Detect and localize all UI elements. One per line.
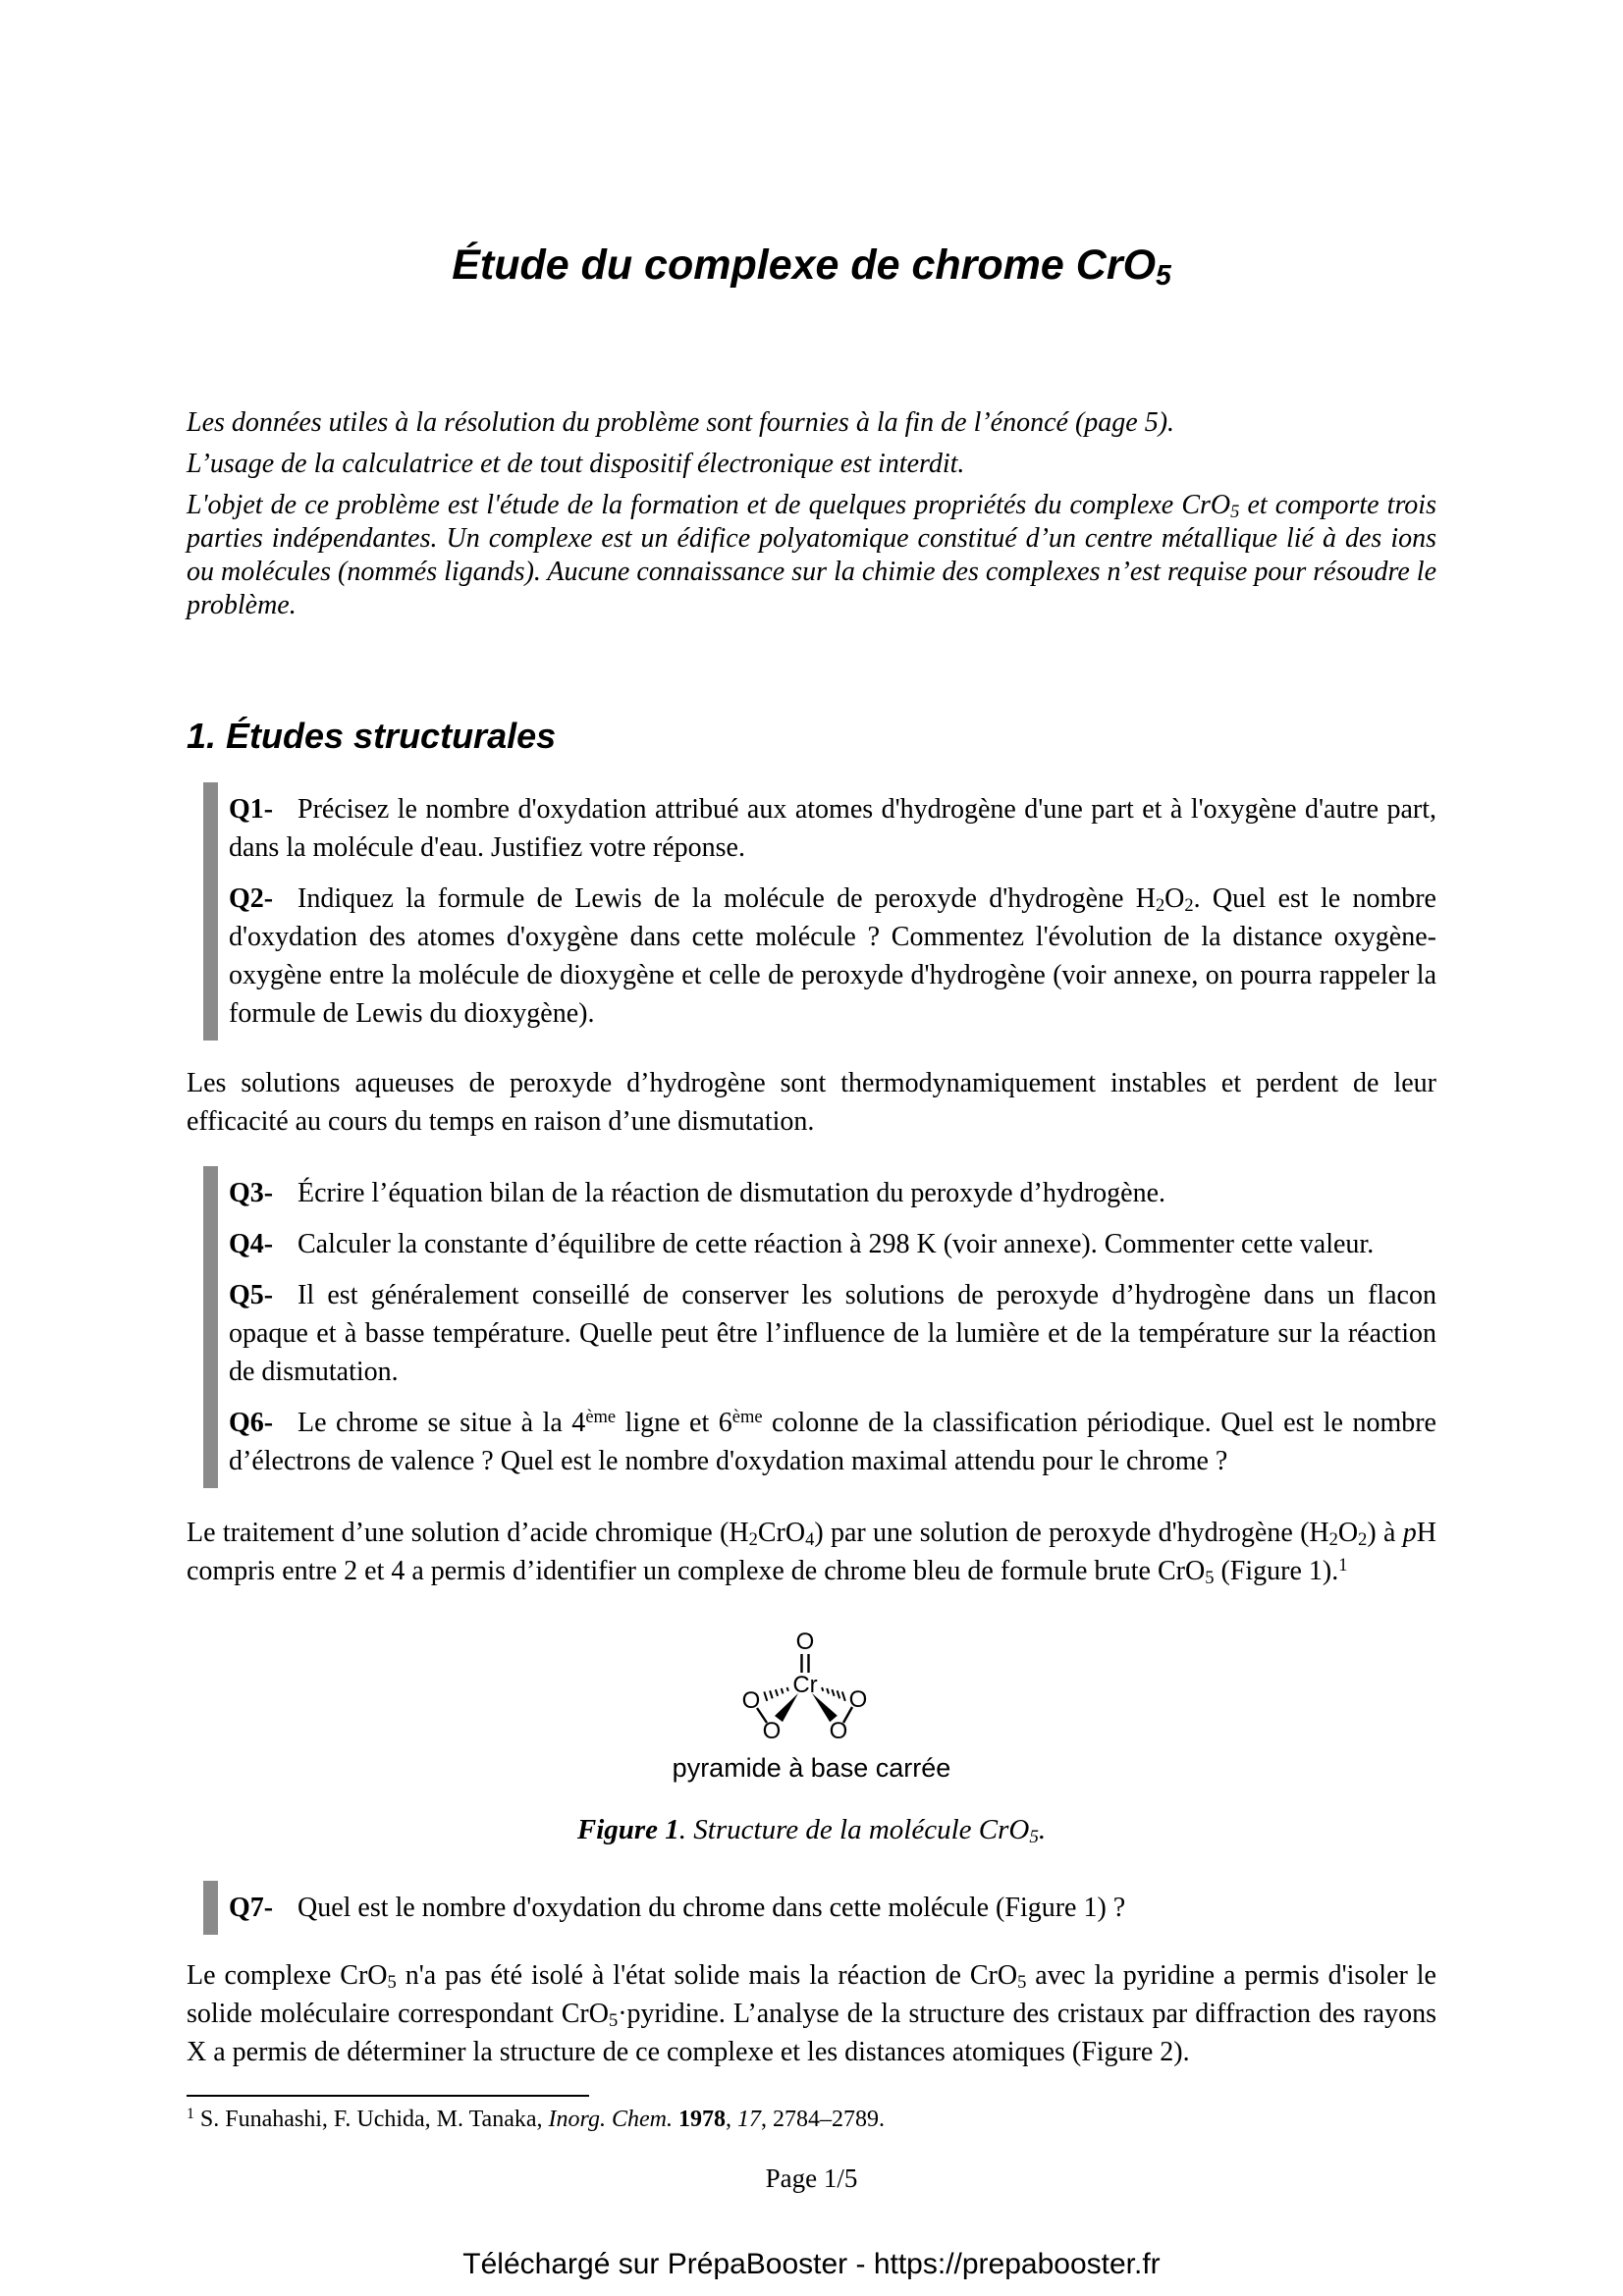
footnote-reference: $^1$ S. Funahashi, F. Uchida, M. Tanaka, Inorg. Chem. 1978, 17, 2784–2789. bbox=[187, 2106, 885, 2132]
question-q1-label: Q1- bbox=[229, 794, 274, 825]
figure-1-caption: Figure 1. Structure de la molécule CrO$_5$. bbox=[576, 1814, 1047, 1848]
question-q3-label: Q3- bbox=[229, 1178, 274, 1208]
atom-o-bottom-right: O bbox=[829, 1718, 847, 1744]
question-q7-label: Q7- bbox=[229, 1893, 274, 1923]
question-q6-label: Q6- bbox=[229, 1408, 274, 1438]
question-q6-text: Le chrome se situe à la 4ème ligne et 6ème colonne de la classification périodique. Quel est le nombre d’électrons de valence ? Quel est le nombre d'oxydation maximal attendu pour le chrome ? bbox=[229, 1406, 1436, 1476]
question-q7-text: Quel est le nombre d'oxydation du chrome dans cette molécule (Figure 1) ? bbox=[298, 1893, 1126, 1923]
atom-o-top: O bbox=[795, 1629, 814, 1655]
document-title: Étude du complexe de chrome CrO$_5$ bbox=[452, 241, 1171, 293]
question-q1 bbox=[229, 790, 1436, 867]
question-block-2 bbox=[203, 1166, 1436, 1488]
atom-cr-center: Cr bbox=[791, 1672, 818, 1698]
question-block-3 bbox=[203, 1881, 1436, 1935]
hashed-bond-left bbox=[764, 1687, 788, 1701]
paragraph-traitement: Le traitement d’une solution d’acide chromique $(H_2CrO_4)$ par une solution de peroxyde d'hydrogène $(H_2O_2)$ à pH compris entre 2 et 4 a permis d’identifier un complexe de chrome bleu de formule brute CrO$_5$ (Figure 1).$^1$ bbox=[187, 1518, 1436, 1588]
question-q2 bbox=[229, 880, 1436, 1033]
intro-paragraph-1: Les données utiles à la résolution du problème sont fournies à la fin de l’énoncé (page 5). bbox=[187, 407, 1175, 438]
question-q6 bbox=[229, 1404, 1436, 1480]
intro-paragraph-2: L’usage de la calculatrice et de tout dispositif électronique est interdit. bbox=[187, 449, 965, 479]
question-q4 bbox=[229, 1225, 1436, 1263]
footnote-separator bbox=[187, 2095, 589, 2097]
site-footer: Téléchargé sur PrépaBooster - https://prepabooster.fr bbox=[462, 2248, 1161, 2280]
atom-o-right: O bbox=[848, 1686, 867, 1713]
page-number: Page 1/5 bbox=[765, 2163, 858, 2193]
figure-1 bbox=[187, 1614, 1436, 1783]
question-q5-label: Q5- bbox=[229, 1280, 274, 1310]
intro-paragraph-3: L'objet de ce problème est l'étude de la formation et de quelques propriétés du complexe CrO$_5$ et comporte trois parties indépendantes. Un complexe est un édifice polyatomique constitué d’un centre métallique lié à des ions ou molécules (nommés ligands). Aucune connaissance sur la chimie des complexes n’est requise pour résoudre le problème. bbox=[187, 490, 1436, 620]
question-q2-text: Indiquez la formule de Lewis de la molécule de peroxyde d'hydrogène $H_2O_2$. Quel est le nombre d'oxydation des atomes d'oxygène dans cette molécule ? Commentez l'évolution de la distance oxygène-oxygène entre la molécule de dioxygène et celle de peroxyde d'hydrogène (voir annexe, on pourra rappeler la formule de Lewis du dioxygène). bbox=[229, 883, 1436, 1029]
question-q4-text: Calculer la constante d’équilibre de cette réaction à 298 K (voir annexe). Commenter cette valeur. bbox=[298, 1229, 1375, 1259]
paragraph-complexe: Le complexe CrO$_5$ n'a pas été isolé à l'état solide mais la réaction de CrO$_5$ avec la pyridine a permis d'isoler le solide moléculaire correspondant CrO$_5$·pyridine. L’analyse de la structure des cristaux par diffraction des rayons X a permis de déterminer la structure de ce complexe et les distances atomiques (Figure 2). bbox=[187, 1960, 1436, 2067]
molecule-shape-label: pyramide à base carrée bbox=[672, 1753, 951, 1783]
intro-section bbox=[187, 406, 1436, 622]
question-q5 bbox=[229, 1276, 1436, 1391]
question-q3-text: Écrire l’équation bilan de la réaction de dismutation du peroxyde d’hydrogène. bbox=[298, 1178, 1166, 1208]
question-q3 bbox=[229, 1174, 1436, 1212]
question-q5-text: Il est généralement conseillé de conserver les solutions de peroxyde d’hydrogène dans un flacon opaque et à basse température. Quelle peut être l’influence de la lumière et de la température sur la réaction de dismutation. bbox=[229, 1280, 1436, 1387]
question-q2-label: Q2- bbox=[229, 883, 274, 914]
question-q1-text: Précisez le nombre d'oxydation attribué aux atomes d'hydrogène d'une part et à l'oxygène d'autre part, dans la molécule d'eau. Justifiez votre réponse. bbox=[229, 794, 1436, 863]
question-q7 bbox=[229, 1889, 1436, 1927]
question-block-1 bbox=[203, 782, 1436, 1041]
atom-o-bottom-left: O bbox=[762, 1718, 781, 1744]
hashed-bond-right bbox=[822, 1687, 845, 1701]
question-q4-label: Q4- bbox=[229, 1229, 274, 1259]
section-1-heading: 1. Études structurales bbox=[187, 716, 557, 756]
atom-o-left: O bbox=[741, 1687, 760, 1714]
paragraph-dismutation: Les solutions aqueuses de peroxyde d’hydrogène sont thermodynamiquement instables et perdent de leur efficacité au cours du temps en raison d’une dismutation. bbox=[187, 1068, 1436, 1137]
cro5-structure-diagram bbox=[724, 1614, 900, 1751]
